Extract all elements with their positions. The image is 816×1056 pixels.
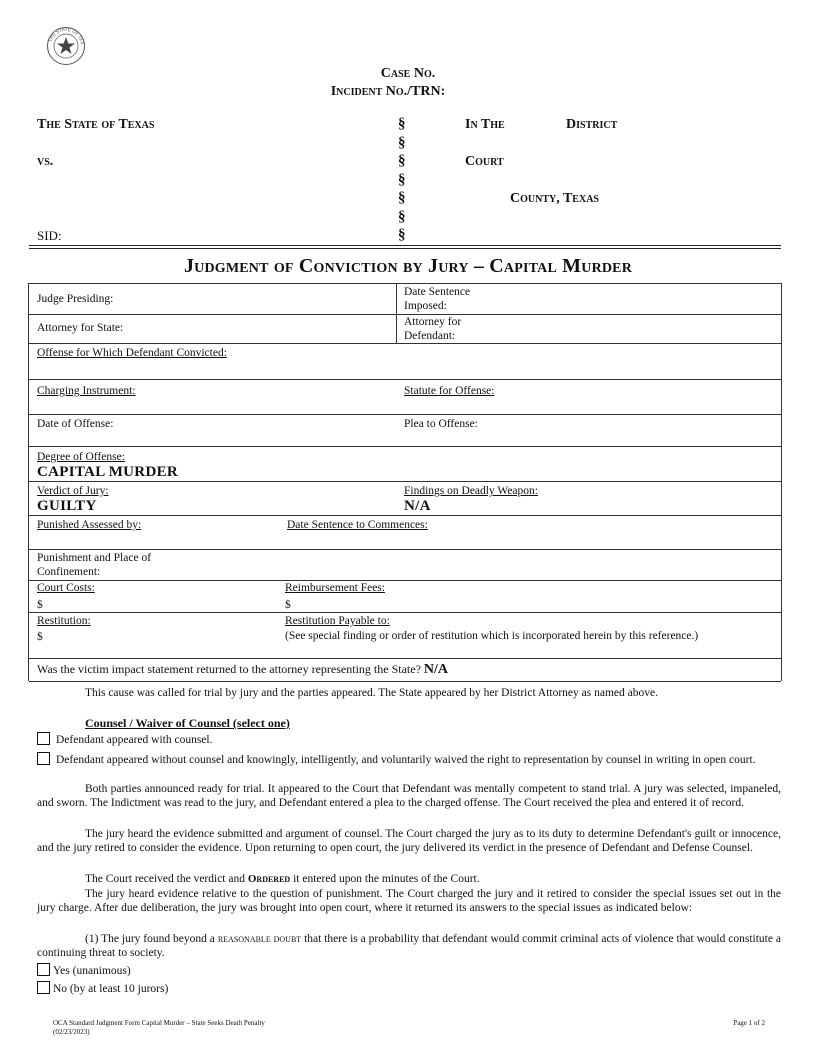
caption-state: The State of Texas — [37, 117, 155, 132]
footer-date: (02/23/2023) — [53, 1028, 90, 1036]
case-no-label: Case No. — [380, 66, 436, 81]
checkbox-without-counsel[interactable] — [37, 752, 50, 765]
special-issue-text-pre: (1) The jury found beyond a — [85, 933, 218, 945]
column-divider — [781, 283, 782, 681]
section-symbol: § — [398, 227, 406, 243]
incident-no-label: Incident No./TRN: — [330, 84, 446, 99]
restitution-value: $ — [37, 631, 43, 643]
verdict-value: GUILTY — [37, 498, 97, 514]
paragraph-called-for-trial: This cause was called for trial by jury and the parties appeared. The State appeared by her District Attorney as named above. — [85, 687, 658, 699]
date-sentence-imposed-label: Date Sentence Imposed: — [404, 286, 471, 312]
verdict-label: Verdict of Jury: — [37, 485, 109, 497]
divider — [29, 515, 781, 516]
deadly-weapon-label: Findings on Deadly Weapon: — [404, 485, 538, 497]
statute-label: Statute for Offense: — [404, 385, 495, 397]
ordered-word: Ordered — [247, 873, 291, 885]
court-costs-label: Court Costs: — [37, 582, 95, 594]
divider — [29, 379, 781, 380]
option-without-counsel — [37, 752, 781, 767]
option-without-counsel-label: Defendant appeared without counsel and knowingly, intelligently, and voluntarily waived the right to representation by counsel in writing in open court. — [56, 754, 756, 766]
state-seal — [46, 26, 86, 66]
attorney-defendant-label: Attorney for Defendant: — [404, 316, 462, 342]
date-commences-label: Date Sentence to Commences: — [287, 519, 428, 531]
special-issue-text-post: that there is a probability that defendant would commit criminal acts of violence that would constitute a continuing threat to society. — [37, 933, 781, 960]
option-no — [37, 981, 781, 996]
option-no-label: No (by at least 10 jurors) — [53, 983, 169, 995]
checkbox-with-counsel[interactable] — [37, 732, 50, 745]
option-yes — [37, 963, 781, 978]
caption-district: District — [566, 117, 618, 132]
divider — [29, 580, 781, 581]
section-symbol: § — [398, 153, 406, 169]
caption-court: Court — [465, 154, 504, 169]
option-yes-label: Yes (unanimous) — [53, 965, 131, 977]
offense-label: Offense for Which Defendant Convicted: — [37, 347, 227, 359]
section-symbol: § — [398, 172, 406, 188]
date-offense-label: Date of Offense: — [37, 418, 114, 430]
reimbursement-label: Reimbursement Fees: — [285, 582, 385, 594]
caption-sid: SID: — [37, 228, 62, 243]
option-with-counsel-label: Defendant appeared with counsel. — [56, 734, 213, 746]
verdict-text-pre: The Court received the verdict and — [85, 873, 248, 885]
seal-ring-text: THE STATE OF TEX — [48, 27, 84, 46]
footer-form-name: OCA Standard Judgment Form Capital Murder – State Seeks Death Penalty — [53, 1019, 265, 1027]
degree-value: CAPITAL MURDER — [37, 464, 179, 480]
column-divider — [28, 283, 29, 681]
divider — [29, 481, 781, 482]
column-divider — [396, 283, 397, 343]
option-with-counsel — [37, 732, 781, 747]
paragraph-punishment: The jury heard evidence relative to the question of punishment. The Court charged the jury and it retired to consider the special issues set out in the jury charge. After due deliberation, the jury was brought into open court, where it returned its answers to the special issues as indicated below: — [37, 888, 781, 915]
divider — [29, 612, 781, 613]
degree-label: Degree of Offense: — [37, 451, 125, 463]
charging-instrument-label: Charging Instrument: — [37, 385, 136, 397]
footer-page: Page 1 of 2 — [733, 1019, 765, 1027]
divider — [29, 681, 781, 682]
verdict-text-post: it entered upon the minutes of the Court. — [290, 873, 480, 885]
page-title: Judgment of Conviction by Jury – Capital Murder — [183, 255, 633, 277]
attorney-state-label: Attorney for State: — [37, 322, 124, 334]
restitution-label: Restitution: — [37, 615, 91, 627]
victim-impact-row — [37, 662, 448, 677]
court-costs-value: $ — [37, 599, 43, 611]
punishment-place-label: Punishment and Place of Confinement: — [37, 552, 152, 578]
divider — [29, 446, 781, 447]
reimbursement-value: $ — [285, 599, 291, 611]
restitution-payable-label: Restitution Payable to: — [285, 615, 390, 627]
paragraph-ready-for-trial: Both parties announced ready for trial. It appeared to the Court that Defendant was mentally competent to stand trial. A jury was selected, impaneled, and sworn. The Indictment was read to the jury, and Defendant entered a plea to the charged offense. The Court received the plea and entered it of record. — [37, 783, 781, 810]
punished-by-label: Punished Assessed by: — [37, 519, 142, 531]
deadly-weapon-value: N/A — [404, 498, 431, 514]
counsel-heading: Counsel / Waiver of Counsel (select one) — [85, 716, 290, 730]
caption-vs: vs. — [37, 154, 54, 169]
divider — [29, 658, 781, 659]
section-symbol: § — [398, 135, 406, 151]
caption-in-the: In The — [465, 117, 505, 132]
divider — [29, 248, 781, 249]
plea-label: Plea to Offense: — [404, 418, 478, 430]
divider — [29, 549, 781, 550]
victim-impact-question: Was the victim impact statement returned to the attorney representing the State? — [37, 662, 421, 676]
paragraph-special-issue-1 — [37, 932, 781, 961]
restitution-note: (See special finding or order of restitution which is incorporated herein by this reference.) — [285, 630, 699, 642]
section-symbol: § — [398, 209, 406, 225]
section-symbol: § — [398, 190, 406, 206]
divider — [29, 343, 781, 344]
checkbox-no[interactable] — [37, 981, 50, 994]
divider — [29, 414, 781, 415]
paragraph-evidence: The jury heard the evidence submitted and argument of counsel. The Court charged the jury as to its duty to determine Defendant's guilt or innocence, and the jury retired to consider the evidence. Upon returning to open court, the jury delivered its verdict in the presence of Defendant and Defense Counsel. — [37, 828, 781, 855]
section-symbol: § — [398, 116, 406, 132]
paragraph-verdict — [37, 872, 781, 886]
victim-impact-answer: N/A — [423, 662, 449, 677]
reasonable-doubt-words: reasonable doubt — [217, 933, 302, 945]
caption-county: County, Texas — [510, 191, 599, 206]
checkbox-yes[interactable] — [37, 963, 50, 976]
judge-presiding-label: Judge Presiding: — [37, 293, 114, 305]
divider — [29, 245, 781, 246]
divider — [29, 283, 781, 284]
